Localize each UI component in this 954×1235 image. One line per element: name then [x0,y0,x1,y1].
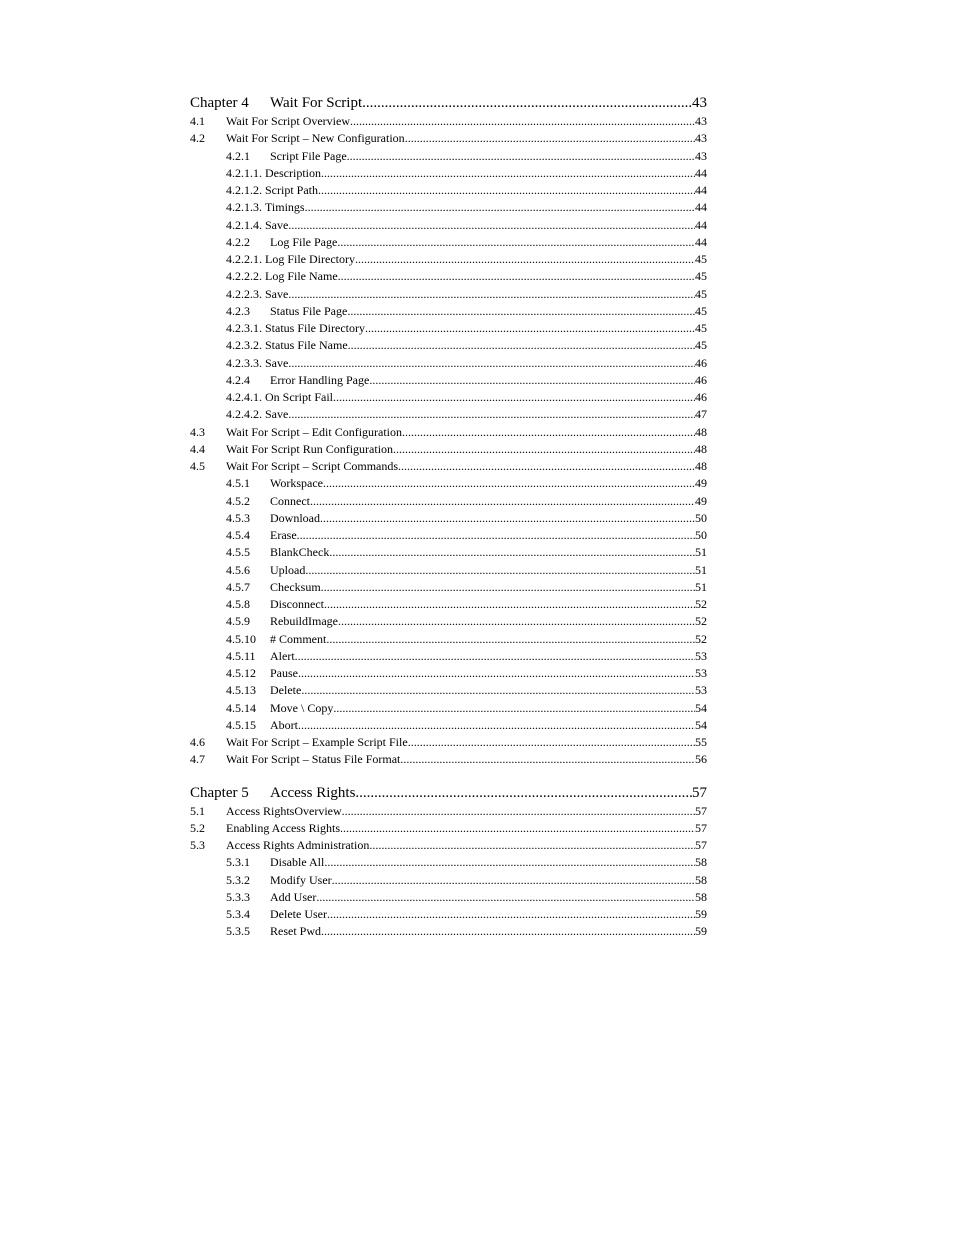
entry-page-number: 44 [695,183,707,197]
entry-page-number: 46 [695,355,707,370]
entry-number: 4.2.4.2. [226,407,262,422]
entry-number: 4.3 [190,424,205,439]
entry-number: 4.5.8 [226,597,250,611]
entry-page-number: 51 [695,562,707,577]
entry-number: 4.5.9 [226,614,250,629]
entry-number: 5.2 [190,820,205,835]
entry-title: Add User [270,889,317,904]
dot-leader [305,562,695,579]
chapter-entries [190,113,707,769]
dot-leader [342,803,695,820]
dot-leader [323,475,695,492]
entry-title: Save [265,286,289,301]
entry-title: Disconnect [270,597,324,611]
entry-title: Delete User [270,907,327,921]
entry-title: Download [270,510,320,525]
entry-page-number: 50 [695,528,707,542]
toc-entry[interactable] [190,182,707,199]
toc-entry[interactable] [190,234,707,251]
entry-title: Status File Directory [265,321,365,335]
toc-entry[interactable] [190,217,707,234]
entry-number: 5.3.5 [226,924,250,939]
entry-number: 4.2 [190,131,205,146]
entry-title: Wait For Script – Example Script File [226,735,408,749]
toc-entry[interactable] [190,700,707,717]
toc-entry[interactable] [190,199,707,216]
dot-leader [305,199,695,216]
toc-entry[interactable] [190,562,707,579]
entry-page-number: 43 [695,131,707,146]
entry-title: Log File Name [265,269,338,284]
entry-number: 4.2.3.1. [226,321,262,335]
toc-entry[interactable] [190,441,707,458]
toc-entry[interactable] [190,268,707,285]
entry-page-number: 48 [695,424,707,439]
entry-page-number: 57 [695,838,707,852]
dot-leader [321,923,695,940]
dot-leader [321,579,695,596]
entry-number: 4.5.3 [226,510,250,525]
entry-title: Access Rights Administration [226,838,370,852]
entry-number: 5.3.1 [226,855,250,870]
toc-entry[interactable] [190,320,707,337]
entry-page-number: 54 [695,700,707,715]
entry-title: On Script Fail [265,390,333,404]
dot-leader [310,493,695,510]
dot-leader [369,837,695,854]
entry-number: 4.2.3.3. [226,355,262,370]
entry-page-number: 43 [695,148,707,163]
entry-title: Status File Page [270,303,348,318]
entry-page-number: 45 [695,252,707,266]
entry-number: 4.2.1.4. [226,217,262,232]
dot-leader [324,854,695,871]
entry-page-number: 45 [695,303,707,318]
dot-leader [337,234,695,251]
entry-title: Delete [270,683,302,698]
entry-title: BlankCheck [270,545,330,560]
entry-title: Modify User [270,872,332,887]
toc-entry[interactable] [190,717,707,734]
entry-title: Save [265,355,289,370]
toc-entry[interactable] [190,596,707,613]
entry-title: RebuildImage [270,614,338,629]
dot-leader [362,94,692,113]
entry-title: Log File Page [270,234,338,249]
toc-entry[interactable] [190,923,707,940]
entry-page-number: 47 [695,407,707,422]
entry-title: Access Rights [270,784,356,801]
toc-entry[interactable] [190,372,707,389]
entry-number: 4.2.2.2. [226,269,262,284]
toc-entry[interactable] [190,734,707,751]
dot-leader [355,784,692,803]
entry-number: 4.2.4 [226,372,250,387]
entry-title: Status File Name [265,338,348,353]
toc-entry[interactable] [190,510,707,527]
entry-number: 4.5.1 [226,476,250,491]
entry-page-number: 58 [695,889,707,904]
toc-entry[interactable] [190,286,707,303]
dot-leader [288,406,695,423]
toc-entry[interactable] [190,424,707,441]
entry-number: 5.3.2 [226,872,250,887]
entry-title: # Comment [270,631,327,646]
toc-entry[interactable] [190,820,707,837]
entry-title: Checksum [270,579,321,594]
entry-title: Enabling Access Rights [226,820,340,835]
entry-page-number: 57 [695,820,707,835]
toc-entry[interactable] [190,493,707,510]
entry-page-number: 52 [695,597,707,611]
dot-leader [350,113,695,130]
toc-entry[interactable] [190,544,707,561]
entry-title: Wait For Script – Script Commands [226,459,399,473]
entry-title: Wait For Script [270,95,363,111]
entry-number: 5.3.4 [226,907,250,921]
dot-leader [393,441,695,458]
dot-leader [332,872,695,889]
entry-title: Error Handling Page [270,372,370,387]
toc-entry[interactable] [190,337,707,354]
toc-entry[interactable] [190,303,707,320]
entry-number: 4.4 [190,441,205,456]
entry-page-number: 46 [695,372,707,387]
entry-page-number: 44 [695,234,707,249]
entry-number: 4.5.10 [226,631,256,646]
dot-leader [400,751,695,768]
entry-page-number: 51 [695,579,707,594]
entry-number: 4.5.2 [226,493,250,508]
entry-page-number: 57 [695,803,707,818]
entry-page-number: 49 [695,493,707,508]
entry-number: 4.2.1 [226,148,250,163]
entry-title: Connect [270,493,310,508]
toc-entry[interactable] [190,475,707,492]
toc-entry[interactable] [190,613,707,630]
entry-number: Chapter 4 [190,95,249,111]
entry-page-number: 52 [695,631,707,646]
entry-number: 4.1 [190,114,205,128]
toc-entry[interactable] [190,854,707,871]
entry-page-number: 49 [695,476,707,491]
dot-leader [288,217,695,234]
entry-number: 4.5.7 [226,579,250,594]
dot-leader [408,734,695,751]
entry-title: Alert [270,648,295,663]
chapter-block [190,94,707,769]
entry-number: 4.5.15 [226,717,256,732]
entry-page-number: 53 [695,666,707,680]
entry-number: 4.5.14 [226,700,256,715]
dot-leader [355,251,695,268]
entry-title: Save [265,407,289,422]
entry-title: Wait For Script – Status File Format [226,752,401,767]
dot-leader [369,372,695,389]
dot-leader [329,544,695,561]
dot-leader [326,631,695,648]
dot-leader [297,527,695,544]
entry-page-number: 43 [692,95,707,111]
entry-page-number: 44 [695,200,707,215]
toc-entry[interactable] [190,389,707,406]
toc-entry[interactable] [190,355,707,372]
entry-page-number: 45 [695,269,707,284]
chapter-block [190,784,707,941]
entry-number: 4.5.6 [226,562,250,577]
toc-entry[interactable] [190,130,707,147]
toc-entry[interactable] [190,751,707,768]
toc-entry[interactable] [190,803,707,820]
entry-page-number: 45 [695,286,707,301]
entry-page-number: 58 [695,855,707,870]
entry-title: Move \ Copy [270,700,334,715]
entry-page-number: 46 [695,390,707,404]
toc-entry[interactable] [190,648,707,665]
entry-title: Access RightsOverview [226,803,342,818]
toc-entry[interactable] [190,527,707,544]
entry-title: Upload [270,562,306,577]
entry-title: Description [265,165,321,180]
entry-page-number: 43 [695,114,707,128]
dot-leader [320,510,695,527]
toc-entry[interactable] [190,872,707,889]
entry-title: Save [265,217,289,232]
entry-title: Script Path [265,183,318,197]
dot-leader [340,820,695,837]
entry-page-number: 48 [695,459,707,473]
dot-leader [338,613,695,630]
dot-leader [365,320,695,337]
entry-number: 4.2.1.1. [226,165,262,180]
entry-page-number: 51 [695,545,707,560]
entry-number: 4.5.11 [226,648,256,663]
entry-number: 5.3 [190,838,205,852]
entry-page-number: 45 [695,338,707,353]
dot-leader [324,596,695,613]
dot-leader [318,182,695,199]
entry-title: Wait For Script Overview [226,114,351,128]
entry-number: 4.2.4.1. [226,390,262,404]
dot-leader [333,700,695,717]
entry-page-number: 55 [695,735,707,749]
entry-title: Disable All [270,855,325,870]
toc-entry[interactable] [190,906,707,923]
dot-leader [398,458,695,475]
chapter-heading[interactable] [190,784,707,803]
dot-leader [316,889,695,906]
entry-title: Workspace [270,476,324,491]
entry-number: 4.5.5 [226,545,250,560]
dot-leader [405,130,695,147]
toc-entry[interactable] [190,665,707,682]
entry-title: Abort [270,717,298,732]
dot-leader [301,682,695,699]
toc-entry[interactable] [190,148,707,165]
entry-page-number: 45 [695,321,707,335]
entry-page-number: 54 [695,717,707,732]
entry-number: 5.1 [190,803,205,818]
toc-entry[interactable] [190,837,707,854]
entry-title: Log File Directory [265,252,355,266]
entry-number: 4.2.1.2. [226,183,262,197]
dot-leader [295,648,695,665]
entry-page-number: 53 [695,683,707,698]
entry-number: 4.5.12 [226,666,256,680]
dot-leader [327,906,695,923]
dot-leader [402,424,695,441]
entry-number: 4.2.3.2. [226,338,262,353]
entry-page-number: 48 [695,441,707,456]
entry-page-number: 59 [695,907,707,921]
entry-title: Pause [270,666,298,680]
entry-title: Reset Pwd [270,924,321,939]
entry-title: Erase [270,528,297,542]
dot-leader [347,303,695,320]
table-of-contents [190,94,707,941]
entry-number: 4.5 [190,459,205,473]
entry-page-number: 57 [692,784,707,801]
dot-leader [338,268,695,285]
entry-number: 4.2.2.1. [226,252,262,266]
entry-page-number: 44 [695,165,707,180]
dot-leader [298,717,695,734]
entry-page-number: 58 [695,872,707,887]
toc-entry[interactable] [190,458,707,475]
entry-page-number: 59 [695,924,707,939]
chapter-entries [190,803,707,941]
chapter-heading[interactable] [190,94,707,113]
entry-number: 4.2.2 [226,234,250,249]
entry-number: 4.5.13 [226,683,256,698]
entry-page-number: 44 [695,217,707,232]
entry-number: 4.7 [190,752,205,767]
dot-leader [333,389,695,406]
toc-entry[interactable] [190,682,707,699]
entry-page-number: 56 [695,752,707,767]
entry-number: 4.2.1.3. [226,200,262,215]
entry-number: 4.2.2.3. [226,286,262,301]
entry-title: Wait For Script Run Configuration [226,441,394,456]
entry-page-number: 50 [695,510,707,525]
entry-number: 5.3.3 [226,889,250,904]
toc-entry[interactable] [190,406,707,423]
dot-leader [348,337,695,354]
entry-number: 4.6 [190,735,205,749]
toc-entry[interactable] [190,165,707,182]
dot-leader [288,286,695,303]
entry-number: Chapter 5 [190,784,249,801]
dot-leader [288,355,695,372]
toc-entry[interactable] [190,889,707,906]
toc-entry[interactable] [190,251,707,268]
toc-entry[interactable] [190,579,707,596]
dot-leader [347,148,695,165]
entry-title: Script File Page [270,148,347,163]
entry-title: Wait For Script – Edit Configuration [226,424,403,439]
toc-entry[interactable] [190,631,707,648]
entry-number: 4.2.3 [226,303,250,318]
toc-entry[interactable] [190,113,707,130]
entry-page-number: 52 [695,614,707,629]
entry-title: Timings [265,200,305,215]
entry-title: Wait For Script – New Configuration [226,131,405,146]
dot-leader [298,665,695,682]
dot-leader [321,165,695,182]
entry-number: 4.5.4 [226,528,250,542]
entry-page-number: 53 [695,648,707,663]
